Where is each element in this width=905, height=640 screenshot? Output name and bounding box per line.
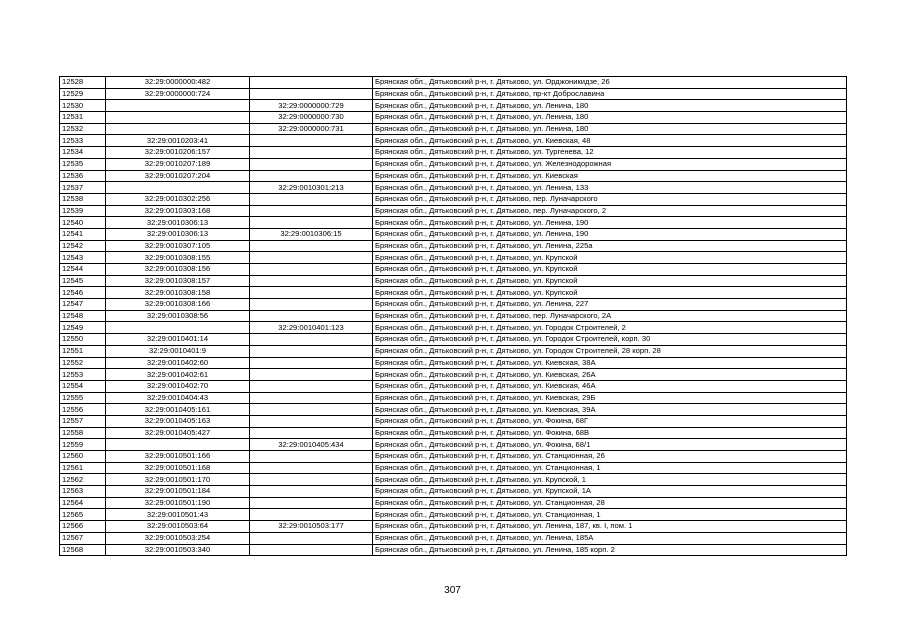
table-row bbox=[60, 509, 847, 521]
table-row bbox=[60, 322, 847, 334]
related-cadastral-number-cell: 32:29:0010503:177 bbox=[250, 521, 373, 533]
address-cell: Брянская обл., Дятьковский р-н, г. Дятьково, ул. Киевская, 38А bbox=[373, 357, 847, 369]
cadastral-number-cell: 32:29:0000000:724 bbox=[106, 88, 250, 100]
table-row bbox=[60, 264, 847, 276]
cadastral-number-cell: 32:29:0010503:254 bbox=[106, 532, 250, 544]
cadastral-number-cell: 32:29:0010302:256 bbox=[106, 193, 250, 205]
cadastral-number-cell: 32:29:0010501:168 bbox=[106, 462, 250, 474]
related-cadastral-number-cell bbox=[250, 451, 373, 463]
related-cadastral-number-cell bbox=[250, 299, 373, 311]
record-number-cell: 12541 bbox=[60, 228, 106, 240]
address-cell: Брянская обл., Дятьковский р-н, г. Дятьково, ул. Городок Строителей, корп. 30 bbox=[373, 334, 847, 346]
cadastral-number-cell: 32:29:0010501:184 bbox=[106, 486, 250, 498]
cadastral-number-cell bbox=[106, 322, 250, 334]
table-row bbox=[60, 287, 847, 299]
address-cell: Брянская обл., Дятьковский р-н, г. Дятьково, ул. Станционная, 1 bbox=[373, 509, 847, 521]
cadastral-number-cell bbox=[106, 100, 250, 112]
table-row bbox=[60, 357, 847, 369]
address-cell: Брянская обл., Дятьковский р-н, г. Дятьково, ул. Орджоникидзе, 26 bbox=[373, 77, 847, 89]
address-cell: Брянская обл., Дятьковский р-н, г. Дятьково, пер. Луначарского bbox=[373, 193, 847, 205]
cadastral-number-cell: 32:29:0010401:14 bbox=[106, 334, 250, 346]
record-number-cell: 12537 bbox=[60, 182, 106, 194]
cadastral-number-cell: 32:29:0010405:427 bbox=[106, 427, 250, 439]
address-cell: Брянская обл., Дятьковский р-н, г. Дятьково, ул. Станционная, 28 bbox=[373, 497, 847, 509]
address-cell: Брянская обл., Дятьковский р-н, г. Дятьково, ул. Фокина, 68Г bbox=[373, 415, 847, 427]
cadastral-number-cell: 32:29:0010501:43 bbox=[106, 509, 250, 521]
page-number: 307 bbox=[444, 585, 461, 596]
related-cadastral-number-cell bbox=[250, 193, 373, 205]
record-number-cell: 12560 bbox=[60, 451, 106, 463]
record-number-cell: 12548 bbox=[60, 310, 106, 322]
cadastral-number-cell: 32:29:0010308:166 bbox=[106, 299, 250, 311]
record-number-cell: 12533 bbox=[60, 135, 106, 147]
address-cell: Брянская обл., Дятьковский р-н, г. Дятьково, ул. Ленина, 190 bbox=[373, 228, 847, 240]
record-number-cell: 12531 bbox=[60, 112, 106, 124]
table-row bbox=[60, 299, 847, 311]
table-row bbox=[60, 112, 847, 124]
table-row bbox=[60, 521, 847, 533]
related-cadastral-number-cell bbox=[250, 88, 373, 100]
table-row bbox=[60, 544, 847, 556]
address-cell: Брянская обл., Дятьковский р-н, г. Дятьково, ул. Ленина, 185 корп. 2 bbox=[373, 544, 847, 556]
address-cell: Брянская обл., Дятьковский р-н, г. Дятьково, пер. Луначарского, 2 bbox=[373, 205, 847, 217]
table-row bbox=[60, 228, 847, 240]
related-cadastral-number-cell: 32:29:0010301:213 bbox=[250, 182, 373, 194]
related-cadastral-number-cell bbox=[250, 77, 373, 89]
cadastral-number-cell: 32:29:0010308:155 bbox=[106, 252, 250, 264]
record-number-cell: 12528 bbox=[60, 77, 106, 89]
table-row bbox=[60, 451, 847, 463]
record-number-cell: 12567 bbox=[60, 532, 106, 544]
cadastral-number-cell: 32:29:0010203:41 bbox=[106, 135, 250, 147]
record-number-cell: 12555 bbox=[60, 392, 106, 404]
table-row bbox=[60, 380, 847, 392]
cadastral-number-cell: 32:29:0010501:190 bbox=[106, 497, 250, 509]
record-number-cell: 12556 bbox=[60, 404, 106, 416]
address-cell: Брянская обл., Дятьковский р-н, г. Дятьково, ул. Киевская, 39А bbox=[373, 404, 847, 416]
table-body bbox=[60, 77, 847, 556]
cadastral-number-cell: 32:29:0010306:13 bbox=[106, 228, 250, 240]
address-cell: Брянская обл., Дятьковский р-н, г. Дятьково, ул. Ленина, 180 bbox=[373, 123, 847, 135]
address-cell: Брянская обл., Дятьковский р-н, г. Дятьково, ул. Крупской bbox=[373, 275, 847, 287]
address-cell: Брянская обл., Дятьковский р-н, г. Дятьково, ул. Ленина, 225а bbox=[373, 240, 847, 252]
related-cadastral-number-cell bbox=[250, 147, 373, 159]
address-cell: Брянская обл., Дятьковский р-н, г. Дятьково, ул. Ленина, 190 bbox=[373, 217, 847, 229]
record-number-cell: 12539 bbox=[60, 205, 106, 217]
address-cell: Брянская обл., Дятьковский р-н, г. Дятьково, ул. Ленина, 180 bbox=[373, 112, 847, 124]
record-number-cell: 12540 bbox=[60, 217, 106, 229]
related-cadastral-number-cell bbox=[250, 392, 373, 404]
record-number-cell: 12553 bbox=[60, 369, 106, 381]
record-number-cell: 12547 bbox=[60, 299, 106, 311]
related-cadastral-number-cell: 32:29:0010405:434 bbox=[250, 439, 373, 451]
table-row bbox=[60, 193, 847, 205]
record-number-cell: 12563 bbox=[60, 486, 106, 498]
table-row bbox=[60, 310, 847, 322]
record-number-cell: 12554 bbox=[60, 380, 106, 392]
related-cadastral-number-cell bbox=[250, 380, 373, 392]
related-cadastral-number-cell bbox=[250, 287, 373, 299]
table-row bbox=[60, 474, 847, 486]
cadastral-number-cell bbox=[106, 182, 250, 194]
table-row bbox=[60, 439, 847, 451]
record-number-cell: 12543 bbox=[60, 252, 106, 264]
record-number-cell: 12562 bbox=[60, 474, 106, 486]
related-cadastral-number-cell bbox=[250, 462, 373, 474]
cadastral-number-cell: 32:29:0010308:156 bbox=[106, 264, 250, 276]
record-number-cell: 12535 bbox=[60, 158, 106, 170]
address-cell: Брянская обл., Дятьковский р-н, г. Дятьково, ул. Киевская, 29Б bbox=[373, 392, 847, 404]
address-cell: Брянская обл., Дятьковский р-н, г. Дятьково, ул. Ленина, 185А bbox=[373, 532, 847, 544]
cadastral-number-cell bbox=[106, 439, 250, 451]
record-number-cell: 12566 bbox=[60, 521, 106, 533]
record-number-cell: 12542 bbox=[60, 240, 106, 252]
cadastral-number-cell: 32:29:0010503:340 bbox=[106, 544, 250, 556]
table-row bbox=[60, 240, 847, 252]
cadastral-number-cell: 32:29:0010402:61 bbox=[106, 369, 250, 381]
address-cell: Брянская обл., Дятьковский р-н, г. Дятьково, пер. Луначарского, 2А bbox=[373, 310, 847, 322]
related-cadastral-number-cell bbox=[250, 158, 373, 170]
related-cadastral-number-cell bbox=[250, 170, 373, 182]
record-number-cell: 12532 bbox=[60, 123, 106, 135]
address-cell: Брянская обл., Дятьковский р-н, г. Дятьково, ул. Станционная, 1 bbox=[373, 462, 847, 474]
table-row bbox=[60, 217, 847, 229]
cadastral-number-cell: 32:29:0010503:64 bbox=[106, 521, 250, 533]
record-number-cell: 12564 bbox=[60, 497, 106, 509]
cadastral-number-cell: 32:29:0010303:168 bbox=[106, 205, 250, 217]
record-number-cell: 12530 bbox=[60, 100, 106, 112]
record-number-cell: 12529 bbox=[60, 88, 106, 100]
table-row bbox=[60, 252, 847, 264]
table-row bbox=[60, 275, 847, 287]
related-cadastral-number-cell bbox=[250, 415, 373, 427]
cadastral-records-table bbox=[59, 76, 847, 556]
record-number-cell: 12558 bbox=[60, 427, 106, 439]
address-cell: Брянская обл., Дятьковский р-н, г. Дятьково, ул. Фокина, 68В bbox=[373, 427, 847, 439]
cadastral-number-cell: 32:29:0000000:482 bbox=[106, 77, 250, 89]
record-number-cell: 12551 bbox=[60, 345, 106, 357]
record-number-cell: 12544 bbox=[60, 264, 106, 276]
record-number-cell: 12557 bbox=[60, 415, 106, 427]
table-row bbox=[60, 415, 847, 427]
record-number-cell: 12549 bbox=[60, 322, 106, 334]
table-row bbox=[60, 404, 847, 416]
related-cadastral-number-cell bbox=[250, 532, 373, 544]
related-cadastral-number-cell: 32:29:0010401:123 bbox=[250, 322, 373, 334]
related-cadastral-number-cell bbox=[250, 240, 373, 252]
table-row bbox=[60, 334, 847, 346]
cadastral-number-cell: 32:29:0010501:170 bbox=[106, 474, 250, 486]
table-row bbox=[60, 158, 847, 170]
cadastral-number-cell: 32:29:0010308:158 bbox=[106, 287, 250, 299]
related-cadastral-number-cell bbox=[250, 474, 373, 486]
record-number-cell: 12536 bbox=[60, 170, 106, 182]
related-cadastral-number-cell: 32:29:0000000:729 bbox=[250, 100, 373, 112]
cadastral-number-cell bbox=[106, 123, 250, 135]
address-cell: Брянская обл., Дятьковский р-н, г. Дятьково, ул. Станционная, 26 bbox=[373, 451, 847, 463]
address-cell: Брянская обл., Дятьковский р-н, г. Дятьково, ул. Киевская, 26А bbox=[373, 369, 847, 381]
table-row bbox=[60, 369, 847, 381]
address-cell: Брянская обл., Дятьковский р-н, г. Дятьково, ул. Городок Строителей, 2 bbox=[373, 322, 847, 334]
record-number-cell: 12565 bbox=[60, 509, 106, 521]
cadastral-number-cell: 32:29:0010405:161 bbox=[106, 404, 250, 416]
record-number-cell: 12550 bbox=[60, 334, 106, 346]
related-cadastral-number-cell bbox=[250, 205, 373, 217]
related-cadastral-number-cell bbox=[250, 310, 373, 322]
related-cadastral-number-cell bbox=[250, 135, 373, 147]
table-row bbox=[60, 88, 847, 100]
address-cell: Брянская обл., Дятьковский р-н, г. Дятьково, ул. Крупской bbox=[373, 287, 847, 299]
related-cadastral-number-cell: 32:29:0000000:730 bbox=[250, 112, 373, 124]
related-cadastral-number-cell: 32:29:0010306:15 bbox=[250, 228, 373, 240]
table-row bbox=[60, 123, 847, 135]
cadastral-number-cell: 32:29:0010207:204 bbox=[106, 170, 250, 182]
address-cell: Брянская обл., Дятьковский р-н, г. Дятьково, ул. Тургенева, 12 bbox=[373, 147, 847, 159]
record-number-cell: 12534 bbox=[60, 147, 106, 159]
record-number-cell: 12559 bbox=[60, 439, 106, 451]
record-number-cell: 12568 bbox=[60, 544, 106, 556]
related-cadastral-number-cell bbox=[250, 334, 373, 346]
related-cadastral-number-cell bbox=[250, 509, 373, 521]
cadastral-number-cell: 32:29:0010501:166 bbox=[106, 451, 250, 463]
address-cell: Брянская обл., Дятьковский р-н, г. Дятьково, ул. Фокина, 68/1 bbox=[373, 439, 847, 451]
table-row bbox=[60, 182, 847, 194]
table-row bbox=[60, 170, 847, 182]
address-cell: Брянская обл., Дятьковский р-н, г. Дятьково, ул. Ленина, 227 bbox=[373, 299, 847, 311]
cadastral-number-cell: 32:29:0010405:163 bbox=[106, 415, 250, 427]
related-cadastral-number-cell bbox=[250, 369, 373, 381]
table-row bbox=[60, 345, 847, 357]
related-cadastral-number-cell bbox=[250, 264, 373, 276]
record-number-cell: 12538 bbox=[60, 193, 106, 205]
address-cell: Брянская обл., Дятьковский р-н, г. Дятьково, ул. Киевская bbox=[373, 170, 847, 182]
record-number-cell: 12552 bbox=[60, 357, 106, 369]
table-row bbox=[60, 497, 847, 509]
address-cell: Брянская обл., Дятьковский р-н, г. Дятьково, ул. Крупской, 1 bbox=[373, 474, 847, 486]
related-cadastral-number-cell bbox=[250, 544, 373, 556]
cadastral-number-cell: 32:29:0010207:189 bbox=[106, 158, 250, 170]
address-cell: Брянская обл., Дятьковский р-н, г. Дятьково, ул. Крупской bbox=[373, 252, 847, 264]
address-cell: Брянская обл., Дятьковский р-н, г. Дятьково, ул. Крупской bbox=[373, 264, 847, 276]
address-cell: Брянская обл., Дятьковский р-н, г. Дятьково, ул. Железнодорожная bbox=[373, 158, 847, 170]
table-row bbox=[60, 486, 847, 498]
address-cell: Брянская обл., Дятьковский р-н, г. Дятьково, ул. Ленина, 187, кв. I, пом. 1 bbox=[373, 521, 847, 533]
record-number-cell: 12561 bbox=[60, 462, 106, 474]
address-cell: Брянская обл., Дятьковский р-н, г. Дятьково, ул. Городок Строителей, 28 корп. 28 bbox=[373, 345, 847, 357]
related-cadastral-number-cell bbox=[250, 497, 373, 509]
table-row bbox=[60, 77, 847, 89]
table-row bbox=[60, 392, 847, 404]
table-row bbox=[60, 205, 847, 217]
cadastral-number-cell: 32:29:0010206:157 bbox=[106, 147, 250, 159]
related-cadastral-number-cell bbox=[250, 427, 373, 439]
related-cadastral-number-cell bbox=[250, 404, 373, 416]
cadastral-number-cell: 32:29:0010401:9 bbox=[106, 345, 250, 357]
cadastral-number-cell: 32:29:0010308:157 bbox=[106, 275, 250, 287]
related-cadastral-number-cell bbox=[250, 217, 373, 229]
address-cell: Брянская обл., Дятьковский р-н, г. Дятьково, ул. Крупской, 1А bbox=[373, 486, 847, 498]
address-cell: Брянская обл., Дятьковский р-н, г. Дятьково, ул. Киевская, 48 bbox=[373, 135, 847, 147]
cadastral-number-cell bbox=[106, 112, 250, 124]
table-row bbox=[60, 100, 847, 112]
cadastral-number-cell: 32:29:0010404:43 bbox=[106, 392, 250, 404]
cadastral-number-cell: 32:29:0010402:70 bbox=[106, 380, 250, 392]
address-cell: Брянская обл., Дятьковский р-н, г. Дятьково, ул. Ленина, 133 bbox=[373, 182, 847, 194]
cadastral-number-cell: 32:29:0010306:13 bbox=[106, 217, 250, 229]
record-number-cell: 12546 bbox=[60, 287, 106, 299]
record-number-cell: 12545 bbox=[60, 275, 106, 287]
related-cadastral-number-cell: 32:29:0000000:731 bbox=[250, 123, 373, 135]
related-cadastral-number-cell bbox=[250, 275, 373, 287]
address-cell: Брянская обл., Дятьковский р-н, г. Дятьково, ул. Ленина, 180 bbox=[373, 100, 847, 112]
related-cadastral-number-cell bbox=[250, 252, 373, 264]
table-row bbox=[60, 532, 847, 544]
table-row bbox=[60, 147, 847, 159]
cadastral-number-cell: 32:29:0010307:105 bbox=[106, 240, 250, 252]
related-cadastral-number-cell bbox=[250, 357, 373, 369]
table-row bbox=[60, 462, 847, 474]
table-row bbox=[60, 135, 847, 147]
address-cell: Брянская обл., Дятьковский р-н, г. Дятьково, ул. Киевская, 46А bbox=[373, 380, 847, 392]
cadastral-number-cell: 32:29:0010402:60 bbox=[106, 357, 250, 369]
address-cell: Брянская обл., Дятьковский р-н, г. Дятьково, пр-кт Доброславина bbox=[373, 88, 847, 100]
cadastral-number-cell: 32:29:0010308:56 bbox=[106, 310, 250, 322]
related-cadastral-number-cell bbox=[250, 486, 373, 498]
table-row bbox=[60, 427, 847, 439]
related-cadastral-number-cell bbox=[250, 345, 373, 357]
